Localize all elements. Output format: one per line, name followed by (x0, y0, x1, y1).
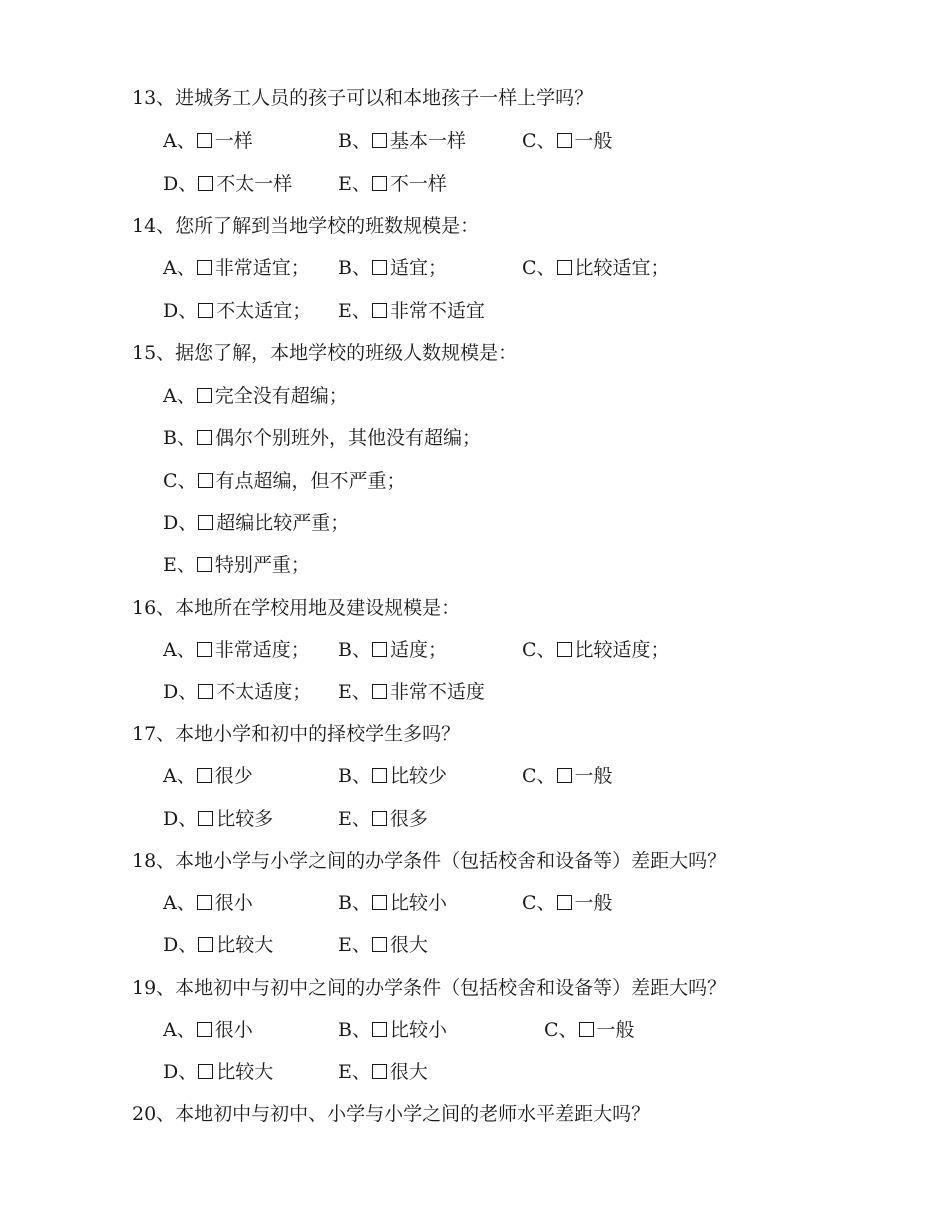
checkbox[interactable] (197, 388, 212, 403)
option-19d[interactable]: D、 比较大 (163, 1061, 274, 1083)
option-17c[interactable]: C、 一般 (522, 765, 613, 787)
checkbox[interactable] (198, 303, 213, 318)
checkbox[interactable] (579, 1022, 594, 1037)
option-17e[interactable]: E、 很多 (338, 808, 428, 830)
option-16b[interactable]: B、 适度； (338, 639, 447, 661)
checkbox[interactable] (557, 768, 572, 783)
question-20: 20、本地初中与初中、小学与小学之间的老师水平差距大吗？ (132, 1103, 651, 1125)
option-15e[interactable]: E、 特别严重； (163, 554, 310, 576)
option-18e[interactable]: E、 很大 (338, 934, 428, 956)
option-15d[interactable]: D、 超编比较严重； (163, 512, 350, 534)
option-13e[interactable]: E、 不一样 (338, 173, 447, 195)
checkbox[interactable] (557, 895, 572, 910)
option-15c[interactable]: C、 有点超编，但不严重； (163, 470, 406, 492)
option-13b[interactable]: B、 基本一样 (338, 130, 466, 152)
option-18c[interactable]: C、 一般 (522, 892, 613, 914)
question-14: 14、您所了解到当地学校的班数规模是： (132, 215, 480, 237)
checkbox[interactable] (372, 895, 387, 910)
checkbox[interactable] (197, 133, 212, 148)
option-13c[interactable]: C、 一般 (522, 130, 613, 152)
checkbox[interactable] (198, 684, 213, 699)
option-17b[interactable]: B、 比较少 (338, 765, 447, 787)
option-19b[interactable]: B、 比较小 (338, 1019, 447, 1041)
checkbox[interactable] (372, 684, 387, 699)
option-18b[interactable]: B、 比较小 (338, 892, 447, 914)
checkbox[interactable] (557, 133, 572, 148)
checkbox[interactable] (197, 642, 212, 657)
checkbox[interactable] (198, 473, 213, 488)
checkbox[interactable] (557, 642, 572, 657)
checkbox[interactable] (372, 176, 387, 191)
option-18a[interactable]: A、 很小 (163, 892, 253, 914)
checkbox[interactable] (197, 1022, 212, 1037)
question-15: 15、据您了解，本地学校的班级人数规模是： (132, 342, 518, 364)
option-16e[interactable]: E、 非常不适度 (338, 681, 485, 703)
option-19e[interactable]: E、 很大 (338, 1061, 428, 1083)
checkbox[interactable] (372, 260, 387, 275)
checkbox[interactable] (197, 430, 212, 445)
checkbox[interactable] (197, 768, 212, 783)
checkbox[interactable] (372, 1064, 387, 1079)
checkbox[interactable] (198, 515, 213, 530)
option-13a[interactable]: A、 一样 (163, 130, 253, 152)
option-19a[interactable]: A、 很小 (163, 1019, 253, 1041)
checkbox[interactable] (372, 642, 387, 657)
question-13: 13、进城务工人员的孩子可以和本地孩子一样上学吗？ (132, 87, 594, 109)
checkbox[interactable] (197, 895, 212, 910)
option-14c[interactable]: C、 比较适宜； (522, 257, 670, 279)
checkbox[interactable] (557, 260, 572, 275)
checkbox[interactable] (197, 260, 212, 275)
option-17a[interactable]: A、 很少 (163, 765, 253, 787)
option-16c[interactable]: C、 比较适度； (522, 639, 670, 661)
checkbox[interactable] (198, 937, 213, 952)
question-17: 17、本地小学和初中的择校学生多吗？ (132, 723, 461, 745)
question-18: 18、本地小学与小学之间的办学条件（包括校舍和设备等）差距大吗？ (132, 850, 727, 872)
option-14d[interactable]: D、 不太适宜； (163, 300, 312, 322)
checkbox[interactable] (372, 937, 387, 952)
question-16: 16、本地所在学校用地及建设规模是： (132, 597, 461, 619)
option-18d[interactable]: D、 比较大 (163, 934, 274, 956)
checkbox[interactable] (372, 133, 387, 148)
option-16d[interactable]: D、 不太适度； (163, 681, 312, 703)
option-13d[interactable]: D、 不太一样 (163, 173, 293, 195)
checkbox[interactable] (372, 1022, 387, 1037)
option-15a[interactable]: A、 完全没有超编； (163, 385, 348, 407)
option-16a[interactable]: A、 非常适度； (163, 639, 310, 661)
option-15b[interactable]: B、 偶尔个别班外，其他没有超编； (163, 427, 481, 449)
checkbox[interactable] (198, 176, 213, 191)
checkbox[interactable] (198, 811, 213, 826)
checkbox[interactable] (198, 1064, 213, 1079)
option-14e[interactable]: E、 非常不适宜 (338, 300, 485, 322)
option-14b[interactable]: B、 适宜； (338, 257, 447, 279)
option-14a[interactable]: A、 非常适宜； (163, 257, 310, 279)
checkbox[interactable] (197, 557, 212, 572)
checkbox[interactable] (372, 768, 387, 783)
option-19c[interactable]: C、 一般 (544, 1019, 635, 1041)
checkbox[interactable] (372, 811, 387, 826)
checkbox[interactable] (372, 303, 387, 318)
option-17d[interactable]: D、 比较多 (163, 808, 274, 830)
question-19: 19、本地初中与初中之间的办学条件（包括校舍和设备等）差距大吗？ (132, 977, 727, 999)
